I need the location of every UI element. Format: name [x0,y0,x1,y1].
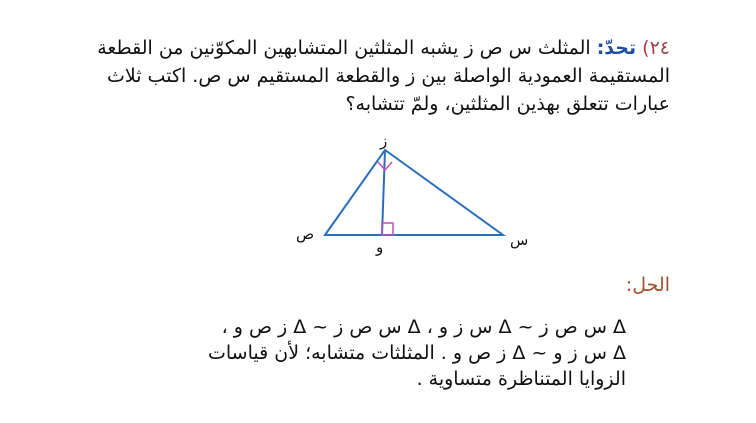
solution-line-3: الزوايا المتناظرة متساوية . [416,368,626,390]
problem-text: المثلث س ص ز يشبه المثلثين المتشابهين المكوّنين من القطعة المستقيمة العمودية الواصلة بين ز والقطعة المستقيم س ص. اكتب ثلاث عبارات تتعلق بهذين المثلثين، ولمّ تتشابه؟ [97,37,670,115]
problem-statement [80,34,670,118]
triangle-outline [325,150,503,235]
solution-title: الحل: [625,274,670,296]
foot-label: و [376,238,384,256]
vertex-label-left: ص [296,225,315,243]
problem-number: ٢٤) [642,37,670,59]
solution-line-2: Δ س ز و ~ Δ ز ص و . المثلثات متشابه؛ لأن قياسات [208,342,626,364]
triangle-figure [290,132,530,256]
problem-lead: تحدّ: [596,37,637,59]
solution-body [146,314,626,392]
solution-line-1: Δ س ص ز ~ Δ س ز و ، Δ س ص ز ~ Δ ز ص و ، [221,316,626,338]
vertex-label-right: س [510,231,529,249]
vertex-label-top: ز [380,132,388,150]
right-angle-marker-foot [382,223,393,235]
